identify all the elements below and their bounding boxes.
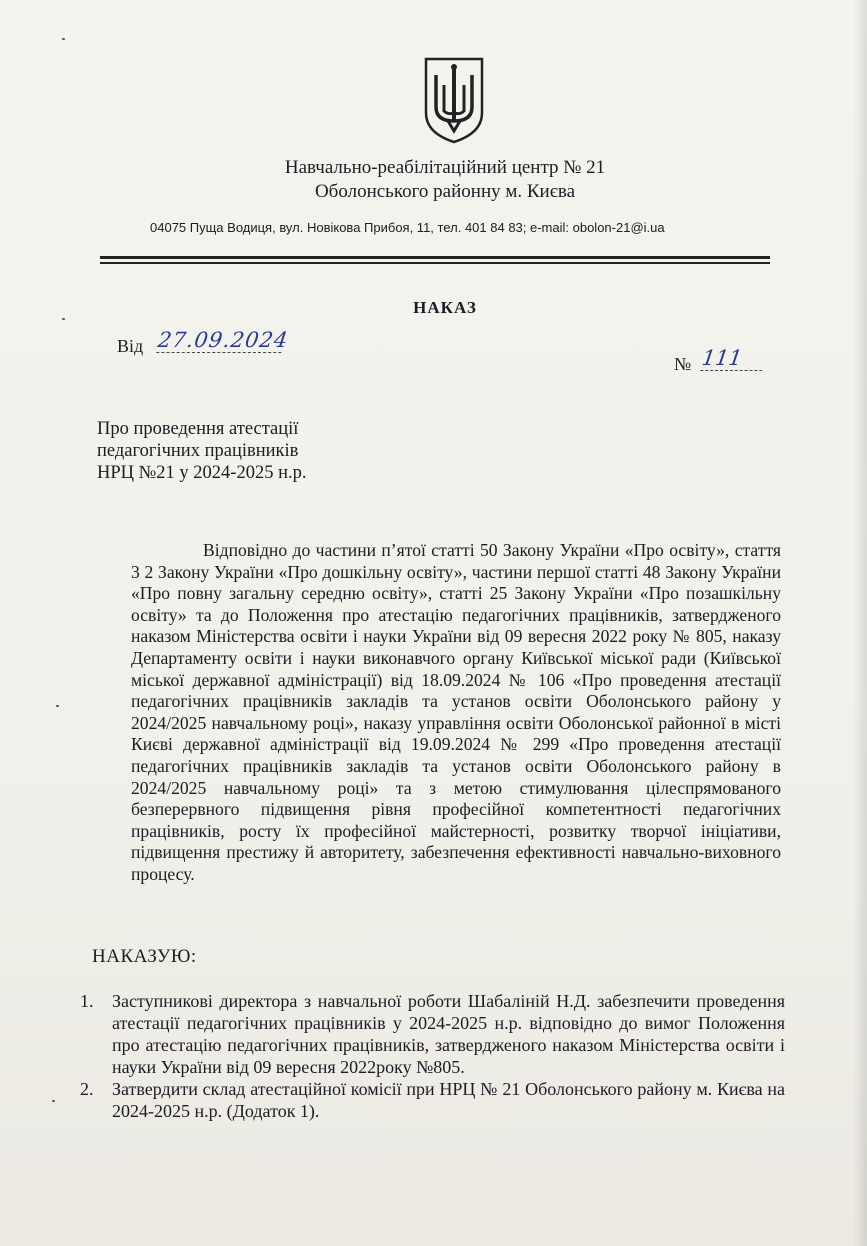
document-title: НАКАЗ <box>413 298 477 317</box>
tryzub-coat-of-arms-icon <box>422 55 486 145</box>
order-item-number: 1. <box>80 991 94 1011</box>
subject-line: Про проведення атестації <box>97 419 299 439</box>
order-item <box>80 1078 785 1122</box>
order-items-list <box>80 990 785 1122</box>
order-heading: НАКАЗУЮ: <box>92 946 197 967</box>
date-label: Від <box>117 336 144 356</box>
scan-speck <box>56 705 59 707</box>
order-item <box>80 990 785 1078</box>
scan-speck <box>62 38 65 40</box>
subject-line: НРЦ №21 у 2024-2025 н.р. <box>97 463 307 483</box>
scan-speck <box>52 1100 55 1102</box>
scan-speck <box>62 318 65 320</box>
subject-line: педагогічних працівників <box>97 441 299 461</box>
organization-address: 04075 Пуща Водиця, вул. Новікова Прибоя, 11, тел. 401 84 83; e-mail: obolon-21@i.ua <box>150 220 665 235</box>
preamble-paragraph: Відповідно до частини п’ятої статті 50 Закону України «Про освіту», стаття 3 2 Закону України «Про дошкільну освіту», частини першої статті 48 Закону України «Про повну загальну середню освіту», статті 25 Закону України «Про позашкільну освіту» та до Положення про атестацію педагогічних працівників, затвердженого наказом Міністерства освіти і науки України від 09 вересня 2022 року № 805, наказу Департаменту освіти і науки виконавчого органу Київської міської ради (Київської міської державної адміністрації) від 18.09.2024 № 106 «Про проведення атестації педагогічних працівників закладів та установ освіти Оболонського району у 2024/2025 навчальному році», наказу управління освіти Оболонської районної в місті Києві державної адміністрації від 19.09.2024 № 299 «Про проведення атестації педагогічних працівників закладів та установ освіти Оболонського району в 2024/2025 навчальному році» та з метою стимулювання цілеспрямованого безперервного підвищення рівня професійної компетентності педагогічних працівників, росту їх професійної майстерності, розвитку творчої ініціативи, підвищення престижу й авторитету, забезпечення ефективності навчально-виховного процесу. <box>131 540 781 884</box>
order-item-text: Затвердити склад атестаційної комісії при НРЦ № 21 Оболонського району м. Києва на 2024-2025 н.р. (Додаток 1). <box>112 1079 785 1121</box>
order-number-label: № <box>674 354 692 374</box>
organization-name-line2: Оболонського районну м. Києва <box>314 181 576 202</box>
order-subject <box>97 418 306 484</box>
header-divider-thick <box>100 256 770 259</box>
organization-name-line1: Навчально-реабілітаційний центр № 21 <box>284 157 606 178</box>
page-edge-shadow <box>853 0 867 1246</box>
order-item-text: Заступникові директора з навчальної роботи Шабаліній Н.Д. забезпечити проведення атестації педагогічних працівників у 2024-2025 н.р. відповідно до вимог Положення про атестацію педагогічних працівників, затвердженого наказом Міністерства освіти і науки України від 09 вересня 2022року №805. <box>112 991 785 1077</box>
header-divider-thin <box>100 262 770 264</box>
handwritten-date: 27.09.2024 <box>156 328 291 352</box>
order-item-number: 2. <box>80 1079 94 1099</box>
handwritten-order-number: 111 <box>700 346 766 371</box>
